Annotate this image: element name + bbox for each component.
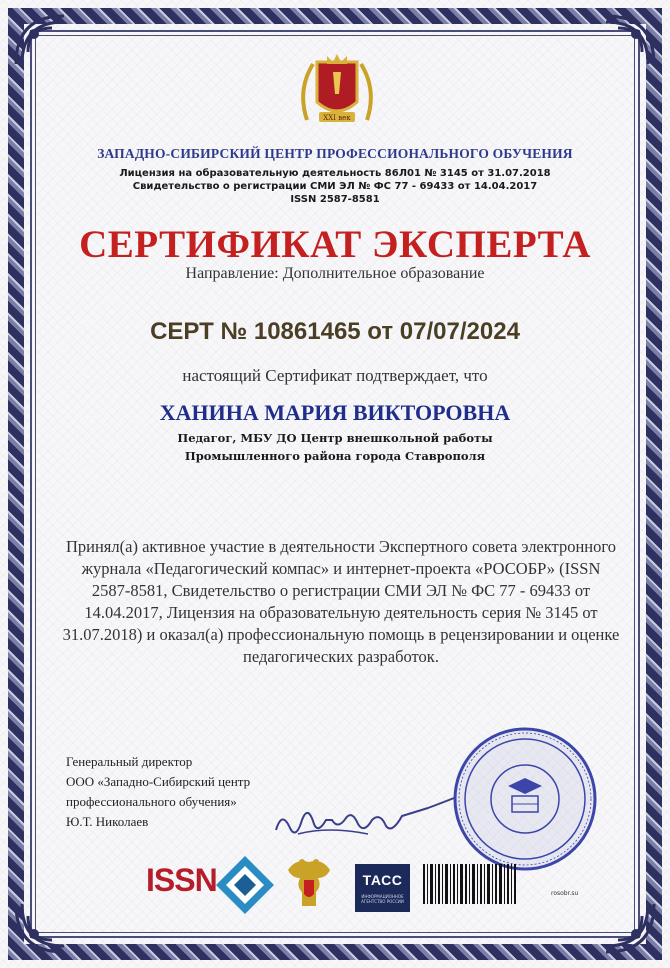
signatory-block (66, 752, 250, 832)
recipient-organization: Промышленного района города Ставрополя (184, 449, 486, 463)
signatory-title: Генеральный директор (66, 754, 193, 769)
barcode-icon (421, 864, 517, 904)
issn-logo: ISSN (146, 862, 217, 898)
roskomnadzor-logo-icon (214, 854, 276, 916)
direction-line: Направление: Дополнительное образование (185, 265, 485, 282)
rosobr-url: rosobr.su (551, 890, 579, 897)
signatory-company-cont: профессионального обучения» (66, 794, 237, 809)
partner-logos (0, 854, 670, 918)
registration-line: Свидетельство о регистрации СМИ ЭЛ № ФС 77 - 69433 от 14.04.2017 (132, 181, 538, 192)
emblem-label: XXI век (323, 114, 351, 122)
certificate-title: СЕРТИФИКАТ ЭКСПЕРТА (79, 223, 591, 266)
confirm-text: настоящий Сертификат подтверждает, что (182, 366, 488, 385)
certificate-number: СЕРТ № 10861465 от 07/07/2024 (150, 318, 520, 345)
license-line: Лицензия на образовательную деятельность 86Л01 № 3145 от 31.07.2018 (119, 168, 551, 179)
organization-name: ЗАПАДНО-СИБИРСКИЙ ЦЕНТР ПРОФЕССИОНАЛЬНОГО ОБУЧЕНИЯ (97, 146, 573, 161)
coat-of-arms-icon (282, 856, 336, 914)
crest-emblem-icon (295, 50, 379, 134)
signatory-company: ООО «Западно-Сибирский центр (66, 774, 251, 789)
recipient-name: ХАНИНА МАРИЯ ВИКТОРОВНА (159, 400, 511, 425)
official-seal-icon (450, 724, 600, 874)
signatory-name: Ю.Т. Николаев (66, 814, 149, 829)
tass-logo-text: ТАСС (362, 872, 403, 888)
certificate-body: Принял(а) активное участие в деятельности Экспертного совета электронного журнала «Педагогический компас» и интернет-проекта «РОСОБР» (ISSN 2587-8581, Свидетельство о регистрации СМИ ЭЛ № ФС 77 - 69433 от 14.04.2017, Лицензия на образовательную деятельность серия № 3145 от 31.07.2018) и оказал(а) профессиональную помощь в рецензировании и оценке педагогических разработок. (62, 537, 620, 666)
tass-logo-subtext: ИНФОРМАЦИОННОЕ АГЕНТСТВО РОССИИ (361, 894, 404, 904)
corner-ornament-icon (602, 12, 658, 68)
tass-logo (355, 864, 410, 912)
corner-ornament-icon (12, 12, 68, 68)
issn-line: ISSN 2587-8581 (290, 194, 380, 205)
signature-icon (268, 790, 458, 846)
recipient-position: Педагог, МБУ ДО Центр внешкольной работы (177, 431, 493, 445)
